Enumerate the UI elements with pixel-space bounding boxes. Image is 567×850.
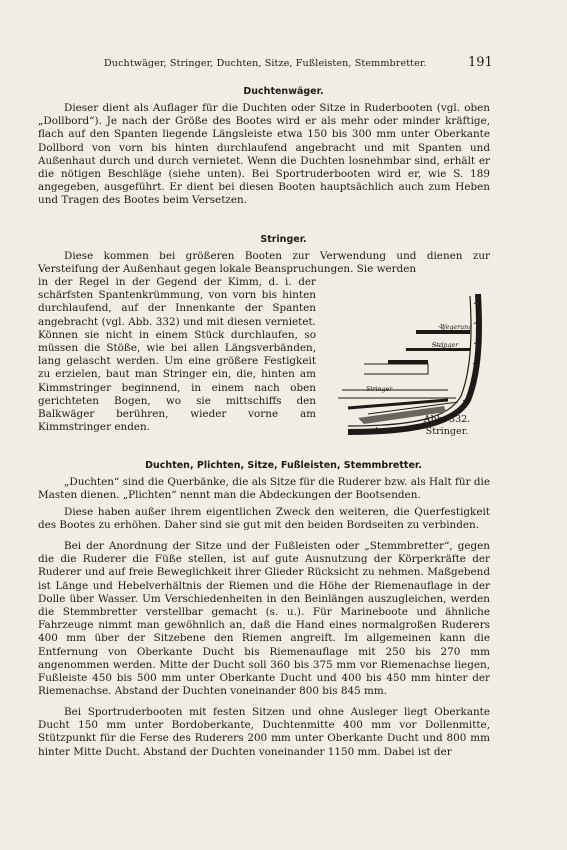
figure-caption-number: Abb. 332.	[423, 414, 471, 425]
heading-duchtenwaeger: Duchtenwäger.	[243, 86, 324, 97]
paragraph-duchten-3: Bei der Anordnung der Sitze und der Fußleisten oder „Stemmbretter“, gegen die die Ruderer die Füße stellen, ist auf gute Ausnutzung der Körperkräfte der Ruderer und auf freie Beweglichkeit ihrer Glieder Rücksicht zu nehmen. Maßgebend ist Länge und Hebelverhältnis der Riemen und die Höhe der Riemenauflage in der Dolle über Wasser. Um Verschiedenheiten in den Beinlängen auszugleichen, werden die Stemmbretter verstellbar gemacht (s. u.). Für Marineboote und ähnliche Fahrzeuge nimmt man gewöhnlich an, daß die Hand eines normalgroßen Ruderers 400 mm über der Sitzebene den Riemen angreift. Im allgemeinen kann die Entfernung von Oberkante Ducht bis Riemenauflage mit 250 bis 270 mm angenommen werden. Mitte der Ducht soll 360 bis 375 mm vor Riemenachse liegen, Fußleiste 450 bis 500 mm unter Oberkante Ducht und 400 bis 450 mm hinter der Riemenachse. Abstand der Duchten voneinander 800 bis 845 mm.	[38, 540, 490, 698]
running-head: Duchtwäger, Stringer, Duchten, Sitze, Fußleisten, Stemmbretter.	[104, 58, 427, 69]
paragraph-duchten-4: Bei Sportruderbooten mit festen Sitzen und ohne Ausleger liegt Oberkante Ducht 150 mm unter Bordoberkante, Duchtenmitte 400 mm vor Dollenmitte, Stützpunkt für die Ferse des Ruderers 200 mm unter Oberkante Ducht und 800 mm hinter Mitte Ducht. Abstand der Duchten voneinander 1150 mm. Dabei ist der	[38, 706, 490, 758]
figure-label-waeger: Wegerung	[440, 324, 473, 331]
paragraph-stringer-intro: Diese kommen bei größeren Booten zur Verwendung und dienen zur Versteifung der Außenhaut gegen lokale Beanspruchungen. Sie werden	[38, 250, 490, 276]
page-number: 191	[468, 55, 493, 70]
paragraph-duchten-2: Diese haben außer ihrem eigentlichen Zweck den weiteren, die Querfestigkeit des Bootes zu erhöhen. Daher sind sie gut mit den beiden Bordseiten zu verbinden.	[38, 506, 490, 532]
figure-label-stringer: Stringer	[432, 342, 459, 349]
figure-label-stringer-low: Stringer	[366, 386, 393, 393]
figure-caption-title: Stringer.	[425, 426, 469, 437]
paragraph-duchtenwaeger: Dieser dient als Auflager für die Duchten oder Sitze in Ruderbooten (vgl. oben „Dollbord“). Je nach der Größe des Bootes wird er als mehr oder minder kräftige, flach auf den Spanten liegende Längsleiste etwa 150 bis 300 mm unter Oberkante Dollbord von vorn bis hinten durchlaufend angebracht und mit Spanten und Außenhaut durch und durch vernietet. Wenn die Duchten losnehmbar sind, erhält er die nötigen Beschläge (siehe unten). Bei Sportruderbooten wird er, wie S. 189 angegeben, ausgeführt. Er dient bei diesen Booten hauptsächlich auch zum Heben und Tragen des Bootes beim Versetzen.	[38, 102, 490, 207]
heading-stringer: Stringer.	[260, 234, 307, 245]
heading-duchten: Duchten, Plichten, Sitze, Fußleisten, Stemmbretter.	[145, 460, 422, 471]
paragraph-duchten-1: „Duchten“ sind die Querbänke, die als Sitze für die Ruderer bzw. als Halt für die Masten dienen. „Plichten“ nennt man die Abdeckungen der Bootsenden.	[38, 476, 490, 502]
paragraph-stringer-wrapped: in der Regel in der Gegend der Kimm, d. i. der schärfsten Spantenkrümmung, von vorn bis hinten durchlaufend, auf der Innenkante der Spanten angebracht (vgl. Abb. 332) und mit diesen vernietet. Können sie nicht in einem Stück durchlaufen, so müssen die Stöße, wie bei allen Längsverbänden, lang gelascht werden. Um eine größere Festigkeit zu erzielen, baut man Stringer ein, die, hinten am Kimmstringer beginnend, in einem nach oben gerichteten Bogen, wo sie mittschiffs den Balkwäger berühren, wieder vorne am Kimmstringer enden.	[38, 276, 316, 434]
